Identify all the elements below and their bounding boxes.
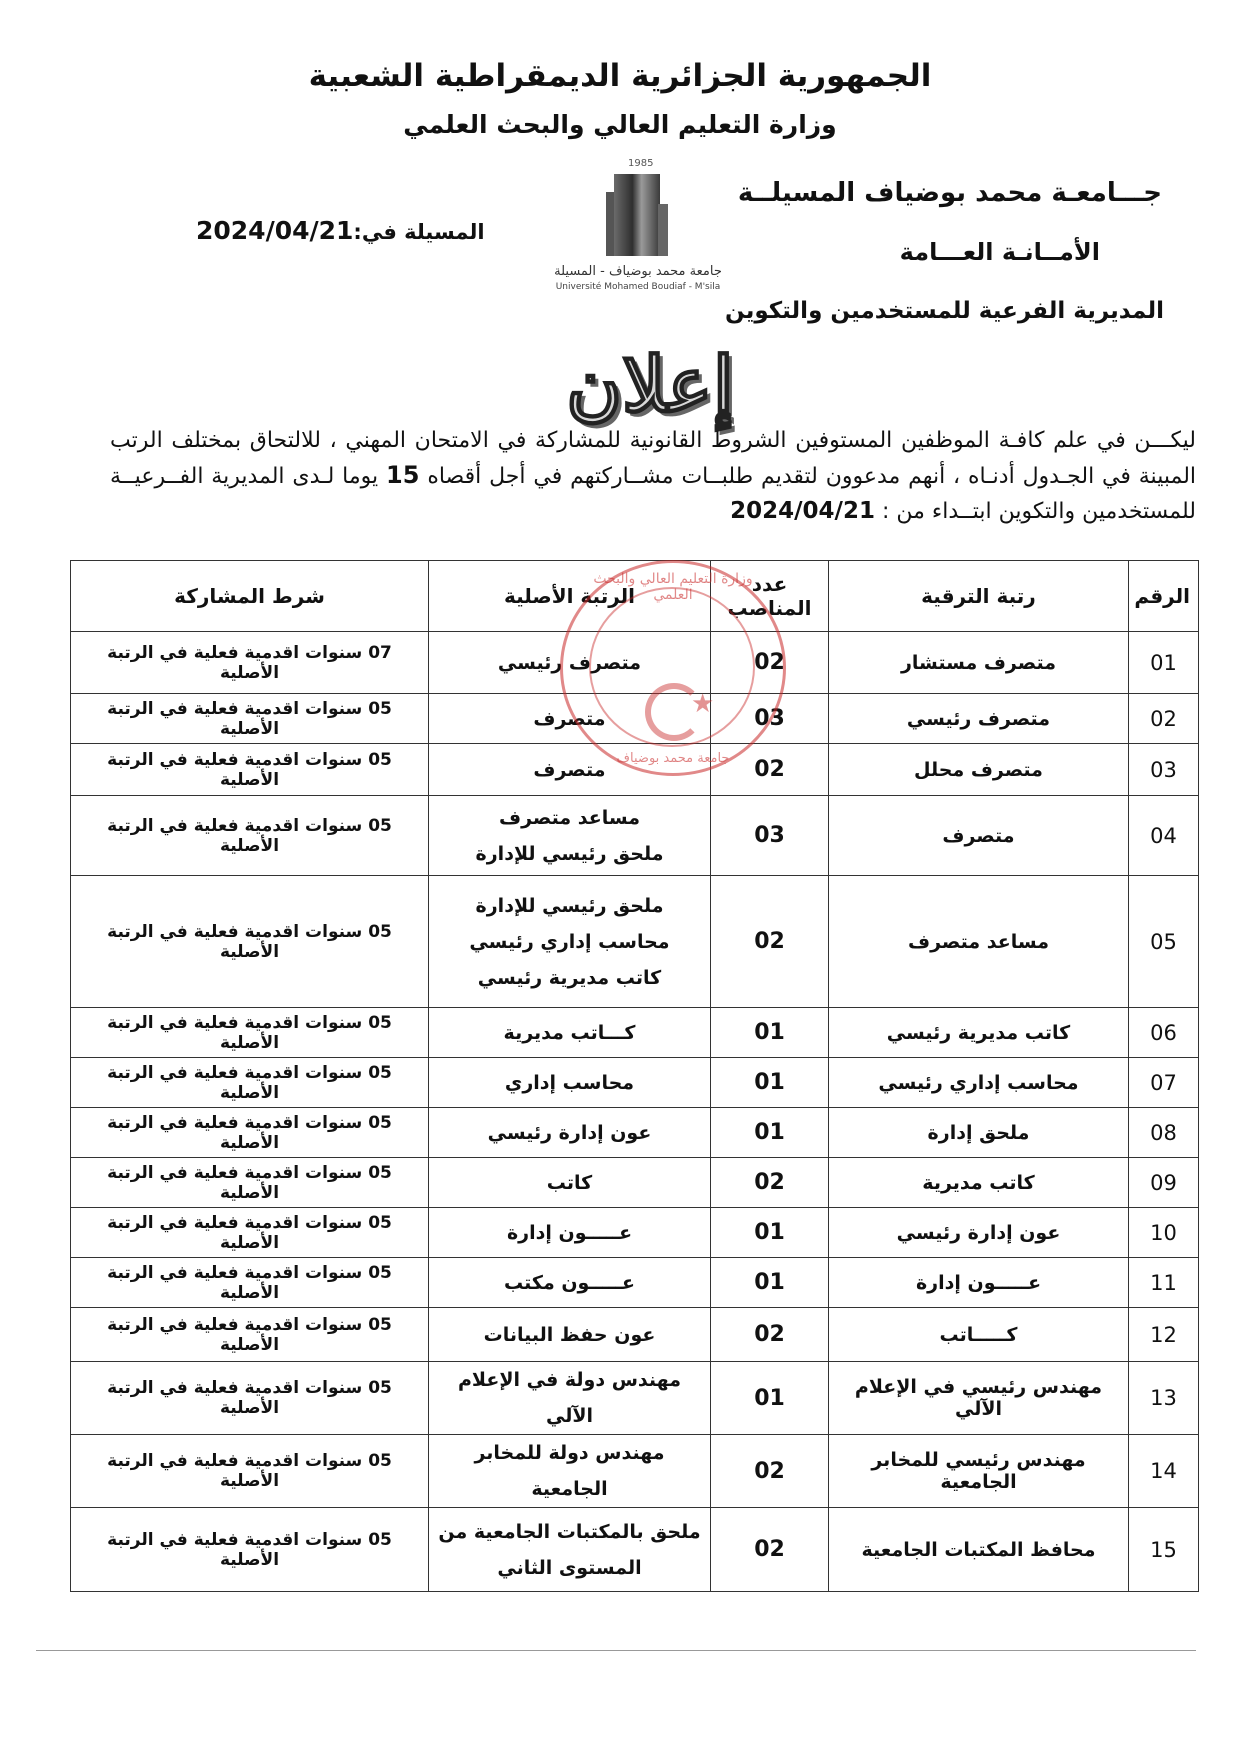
original-rank-line: محاسب إداري	[504, 1071, 635, 1094]
cell-condition: 05 سنوات اقدمية فعلية في الرتبة الأصلية	[71, 796, 429, 876]
deadline-days: 15	[386, 461, 420, 489]
ministry-heading: وزارة التعليم العالي والبحث العلمي	[403, 110, 837, 139]
intro-paragraph	[110, 424, 1196, 529]
cell-promotion-rank: متصرف	[829, 796, 1129, 876]
cell-condition: 05 سنوات اقدمية فعلية في الرتبة الأصلية	[71, 1508, 429, 1592]
table-body	[71, 632, 1199, 1592]
cell-promotion-rank: متصرف محلل	[829, 744, 1129, 796]
original-rank-line: متصرف رئيسي	[497, 651, 642, 674]
header-promotion-rank: رتبة الترقية	[829, 561, 1129, 632]
table-row	[71, 1008, 1199, 1058]
original-rank-line: متصرف	[533, 758, 606, 781]
table-row	[71, 876, 1199, 1008]
cell-num: 09	[1129, 1158, 1199, 1208]
secretariat-name: الأمــانـة العـــامة	[899, 238, 1100, 266]
table-row	[71, 1208, 1199, 1258]
cell-original-rank	[429, 876, 711, 1008]
cell-original-rank	[429, 1308, 711, 1362]
header-num: الرقم	[1129, 561, 1199, 632]
document-date	[196, 216, 485, 245]
table-row	[71, 1308, 1199, 1362]
cell-positions: 01	[711, 1208, 829, 1258]
start-date: 2024/04/21	[730, 498, 875, 524]
date-value: 2024/04/21	[196, 216, 354, 245]
cell-original-rank	[429, 1108, 711, 1158]
cell-original-rank	[429, 1435, 711, 1508]
republic-heading: الجمهورية الجزائرية الديمقراطية الشعبية	[308, 58, 932, 94]
original-rank-line: ملحق بالمكتبات الجامعية من	[438, 1520, 701, 1543]
cell-original-rank	[429, 744, 711, 796]
cell-original-rank	[429, 632, 711, 694]
original-rank-line: كـــاتب مديرية	[503, 1021, 636, 1044]
university-name: جـــامعـة محمد بوضياف المسيلــة	[737, 178, 1162, 208]
cell-positions: 01	[711, 1058, 829, 1108]
cell-promotion-rank: مهندس رئيسي في الإعلام الآلي	[829, 1362, 1129, 1435]
cell-num: 04	[1129, 796, 1199, 876]
bottom-divider	[36, 1650, 1196, 1651]
cell-original-rank	[429, 1258, 711, 1308]
cell-positions: 02	[711, 876, 829, 1008]
cell-promotion-rank: كاتب مديرية	[829, 1158, 1129, 1208]
university-logo	[548, 152, 728, 302]
cell-original-rank	[429, 694, 711, 744]
cell-positions: 02	[711, 1158, 829, 1208]
cell-num: 11	[1129, 1258, 1199, 1308]
cell-condition: 07 سنوات اقدمية فعلية في الرتبة الأصلية	[71, 632, 429, 694]
cell-promotion-rank: متصرف مستشار	[829, 632, 1129, 694]
cell-num: 01	[1129, 632, 1199, 694]
cell-num: 08	[1129, 1108, 1199, 1158]
stamp-bottom-text: جامعة محمد بوضياف	[616, 751, 730, 766]
table-header-row	[71, 561, 1199, 632]
cell-promotion-rank: ملحق إدارة	[829, 1108, 1129, 1158]
original-rank-line: عون حفظ البيانات	[483, 1323, 656, 1346]
original-rank-line: مهندس دولة في الإعلام الآلي	[458, 1369, 681, 1427]
original-rank-line: عـــــون إدارة	[506, 1221, 633, 1244]
cell-original-rank	[429, 1362, 711, 1435]
promotions-table	[70, 560, 1199, 1592]
cell-original-rank	[429, 1208, 711, 1258]
header-original-rank: الرتبة الأصلية	[429, 561, 711, 632]
cell-promotion-rank: مهندس رئيسي للمخابر الجامعية	[829, 1435, 1129, 1508]
logo-tower	[614, 174, 660, 256]
cell-positions: 02	[711, 744, 829, 796]
cell-promotion-rank: عون إدارة رئيسي	[829, 1208, 1129, 1258]
cell-condition: 05 سنوات اقدمية فعلية في الرتبة الأصلية	[71, 1258, 429, 1308]
original-rank-line: كاتب مديرية رئيسي	[477, 966, 662, 989]
original-rank-line: متصرف	[533, 707, 606, 730]
date-label: المسيلة في:	[353, 220, 485, 244]
logo-tower-right	[658, 204, 668, 256]
table-row	[71, 1108, 1199, 1158]
cell-promotion-rank: كاتب مديرية رئيسي	[829, 1008, 1129, 1058]
cell-num: 05	[1129, 876, 1199, 1008]
logo-name-ar: جامعة محمد بوضياف - المسيلة	[554, 264, 722, 279]
table-row	[71, 1362, 1199, 1435]
subdirectorate-name: المديرية الفرعية للمستخدمين والتكوين	[725, 298, 1164, 324]
cell-condition: 05 سنوات اقدمية فعلية في الرتبة الأصلية	[71, 1008, 429, 1058]
cell-promotion-rank: محافظ المكتبات الجامعية	[829, 1508, 1129, 1592]
cell-condition: 05 سنوات اقدمية فعلية في الرتبة الأصلية	[71, 694, 429, 744]
logo-name-fr: Université Mohamed Boudiaf - M'sila	[555, 282, 721, 292]
original-rank-line: مهندس دولة للمخابر الجامعية	[474, 1442, 665, 1500]
original-rank-line: ملحق رئيسي للإدارة	[475, 842, 664, 865]
cell-condition: 05 سنوات اقدمية فعلية في الرتبة الأصلية	[71, 1308, 429, 1362]
cell-promotion-rank: مساعد متصرف	[829, 876, 1129, 1008]
cell-positions: 02	[711, 632, 829, 694]
cell-positions: 01	[711, 1008, 829, 1058]
original-rank-line: عون إدارة رئيسي	[487, 1121, 652, 1144]
table-row	[71, 744, 1199, 796]
cell-condition: 05 سنوات اقدمية فعلية في الرتبة الأصلية	[71, 744, 429, 796]
cell-promotion-rank: كـــــاتب	[829, 1308, 1129, 1362]
cell-num: 03	[1129, 744, 1199, 796]
table-row	[71, 632, 1199, 694]
original-rank-line: مساعد متصرف	[499, 806, 640, 829]
cell-condition: 05 سنوات اقدمية فعلية في الرتبة الأصلية	[71, 1158, 429, 1208]
logo-year: 1985	[628, 158, 654, 169]
header-positions: عدد المناصب	[711, 561, 829, 632]
original-rank-line: عـــــون مكتب	[504, 1271, 635, 1294]
cell-condition: 05 سنوات اقدمية فعلية في الرتبة الأصلية	[71, 1208, 429, 1258]
cell-positions: 02	[711, 1508, 829, 1592]
table-row	[71, 1058, 1199, 1108]
cell-promotion-rank: عـــــون إدارة	[829, 1258, 1129, 1308]
cell-positions: 03	[711, 796, 829, 876]
cell-positions: 01	[711, 1108, 829, 1158]
cell-condition: 05 سنوات اقدمية فعلية في الرتبة الأصلية	[71, 1108, 429, 1158]
cell-original-rank	[429, 1508, 711, 1592]
table-row	[71, 1508, 1199, 1592]
original-rank-line: كاتب	[546, 1171, 593, 1194]
table-row	[71, 694, 1199, 744]
table-row	[71, 1435, 1199, 1508]
stamp-top-text: وزارة التعليم العالي والبحث العلمي	[593, 571, 753, 603]
cell-promotion-rank: محاسب إداري رئيسي	[829, 1058, 1129, 1108]
intro-text-2: يوما لـدى المديرية الفــرعيــة للمستخدمين والتكوين ابتــداء من :	[110, 464, 1196, 524]
cell-original-rank	[429, 1158, 711, 1208]
cell-condition: 05 سنوات اقدمية فعلية في الرتبة الأصلية	[71, 876, 429, 1008]
cell-num: 02	[1129, 694, 1199, 744]
cell-condition: 05 سنوات اقدمية فعلية في الرتبة الأصلية	[71, 1058, 429, 1108]
cell-promotion-rank: متصرف رئيسي	[829, 694, 1129, 744]
star-icon: ★	[691, 689, 715, 719]
cell-positions: 01	[711, 1362, 829, 1435]
cell-num: 07	[1129, 1058, 1199, 1108]
cell-positions: 02	[711, 1308, 829, 1362]
cell-num: 13	[1129, 1362, 1199, 1435]
cell-original-rank	[429, 796, 711, 876]
table-row	[71, 1258, 1199, 1308]
cell-num: 10	[1129, 1208, 1199, 1258]
cell-original-rank	[429, 1008, 711, 1058]
table-row	[71, 796, 1199, 876]
cell-condition: 05 سنوات اقدمية فعلية في الرتبة الأصلية	[71, 1362, 429, 1435]
cell-positions: 03	[711, 694, 829, 744]
original-rank-line: محاسب إداري رئيسي	[469, 930, 670, 953]
cell-original-rank	[429, 1058, 711, 1108]
cell-num: 06	[1129, 1008, 1199, 1058]
cell-num: 15	[1129, 1508, 1199, 1592]
cell-condition: 05 سنوات اقدمية فعلية في الرتبة الأصلية	[71, 1435, 429, 1508]
intro-text-1: ليكـــن في علم كافـة الموظفين المستوفين الشروط القانونية للمشاركة في الامتحان المهني ، للالتحاق بمختلف الرتب المبينة في الجـدول أدنـاه ، أنهم مدعوون لتقديم طلبــات مشــاركتهم في أجل أقصاه	[110, 428, 1197, 489]
original-rank-line: المستوى الثاني	[497, 1556, 642, 1579]
cell-positions: 02	[711, 1435, 829, 1508]
cell-positions: 01	[711, 1258, 829, 1308]
table-row	[71, 1158, 1199, 1208]
original-rank-line: ملحق رئيسي للإدارة	[475, 894, 664, 917]
cell-num: 14	[1129, 1435, 1199, 1508]
header-condition: شرط المشاركة	[71, 561, 429, 632]
announcement-title: إعلان	[566, 340, 734, 429]
cell-num: 12	[1129, 1308, 1199, 1362]
